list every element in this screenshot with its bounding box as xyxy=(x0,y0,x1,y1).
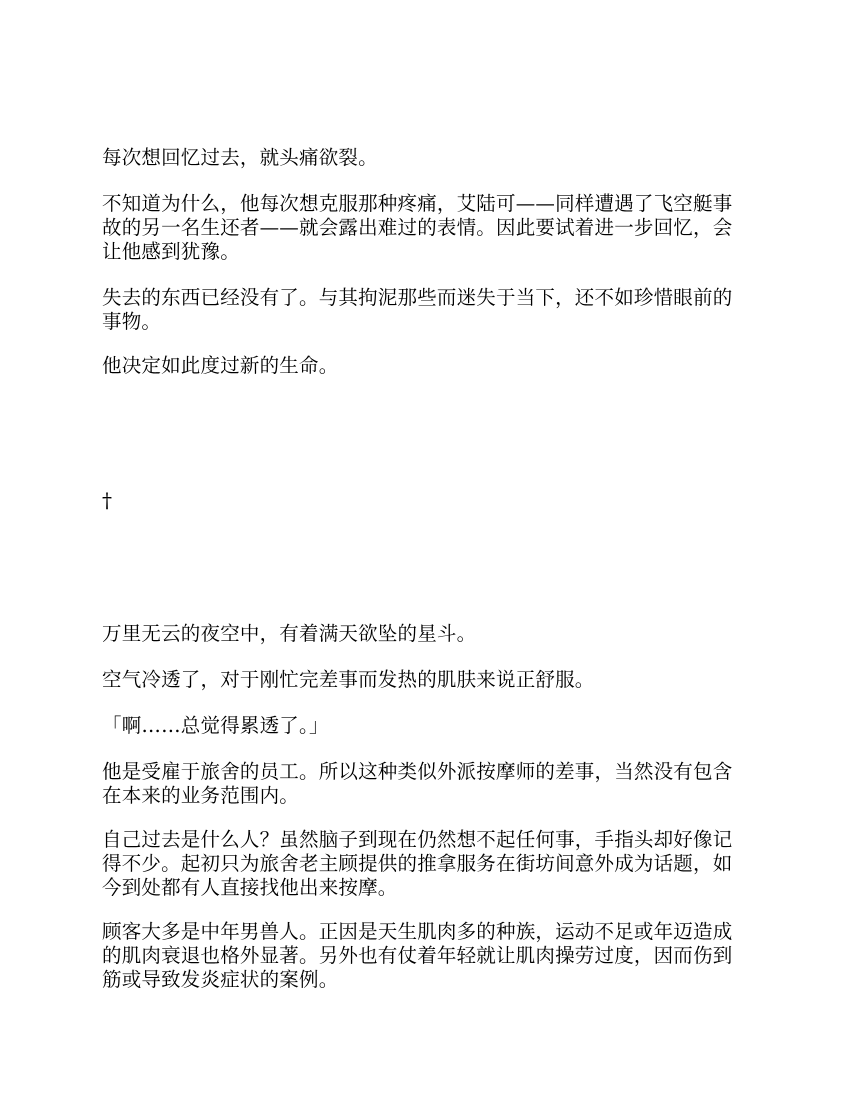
paragraph: 万里无云的夜空中，有着满天欲坠的星斗。 xyxy=(102,622,477,645)
paragraph: 顾客大多是中年男兽人。正因是天生肌肉多的种族，运动不足或年迈造成的肌肉衰退也格外显著。另外也有仗着年轻就让肌肉操劳过度，因而伤到筋或导致发炎症状的案例。 xyxy=(102,920,733,991)
paragraph: 自己过去是什么人？虽然脑子到现在仍然想不起任何事，手指头却好像记得不少。起初只为旅舍老主顾提供的推拿服务在街坊间意外成为话题，如今到处都有人直接找他出来按摩。 xyxy=(102,828,733,899)
paragraph: 空气冷透了，对于刚忙完差事而发热的肌肤来说正舒服。 xyxy=(102,668,595,691)
section-separator: † xyxy=(102,488,112,512)
paragraph: 每次想回忆过去，就头痛欲裂。 xyxy=(102,146,378,169)
paragraph: 失去的东西已经没有了。与其拘泥那些而迷失于当下，还不如珍惜眼前的事物。 xyxy=(102,286,733,333)
dialogue-line: 「啊……总觉得累透了。」 xyxy=(102,714,329,737)
paragraph: 他决定如此度过新的生命。 xyxy=(102,354,339,377)
paragraph: 他是受雇于旅舍的员工。所以这种类似外派按摩师的差事，当然没有包含在本来的业务范围内。 xyxy=(102,760,733,807)
paragraph: 不知道为什么，他每次想克服那种疼痛，艾陆可——同样遭遇了飞空艇事故的另一名生还者——就会露出难过的表情。因此要试着进一步回忆，会让他感到犹豫。 xyxy=(102,192,733,263)
